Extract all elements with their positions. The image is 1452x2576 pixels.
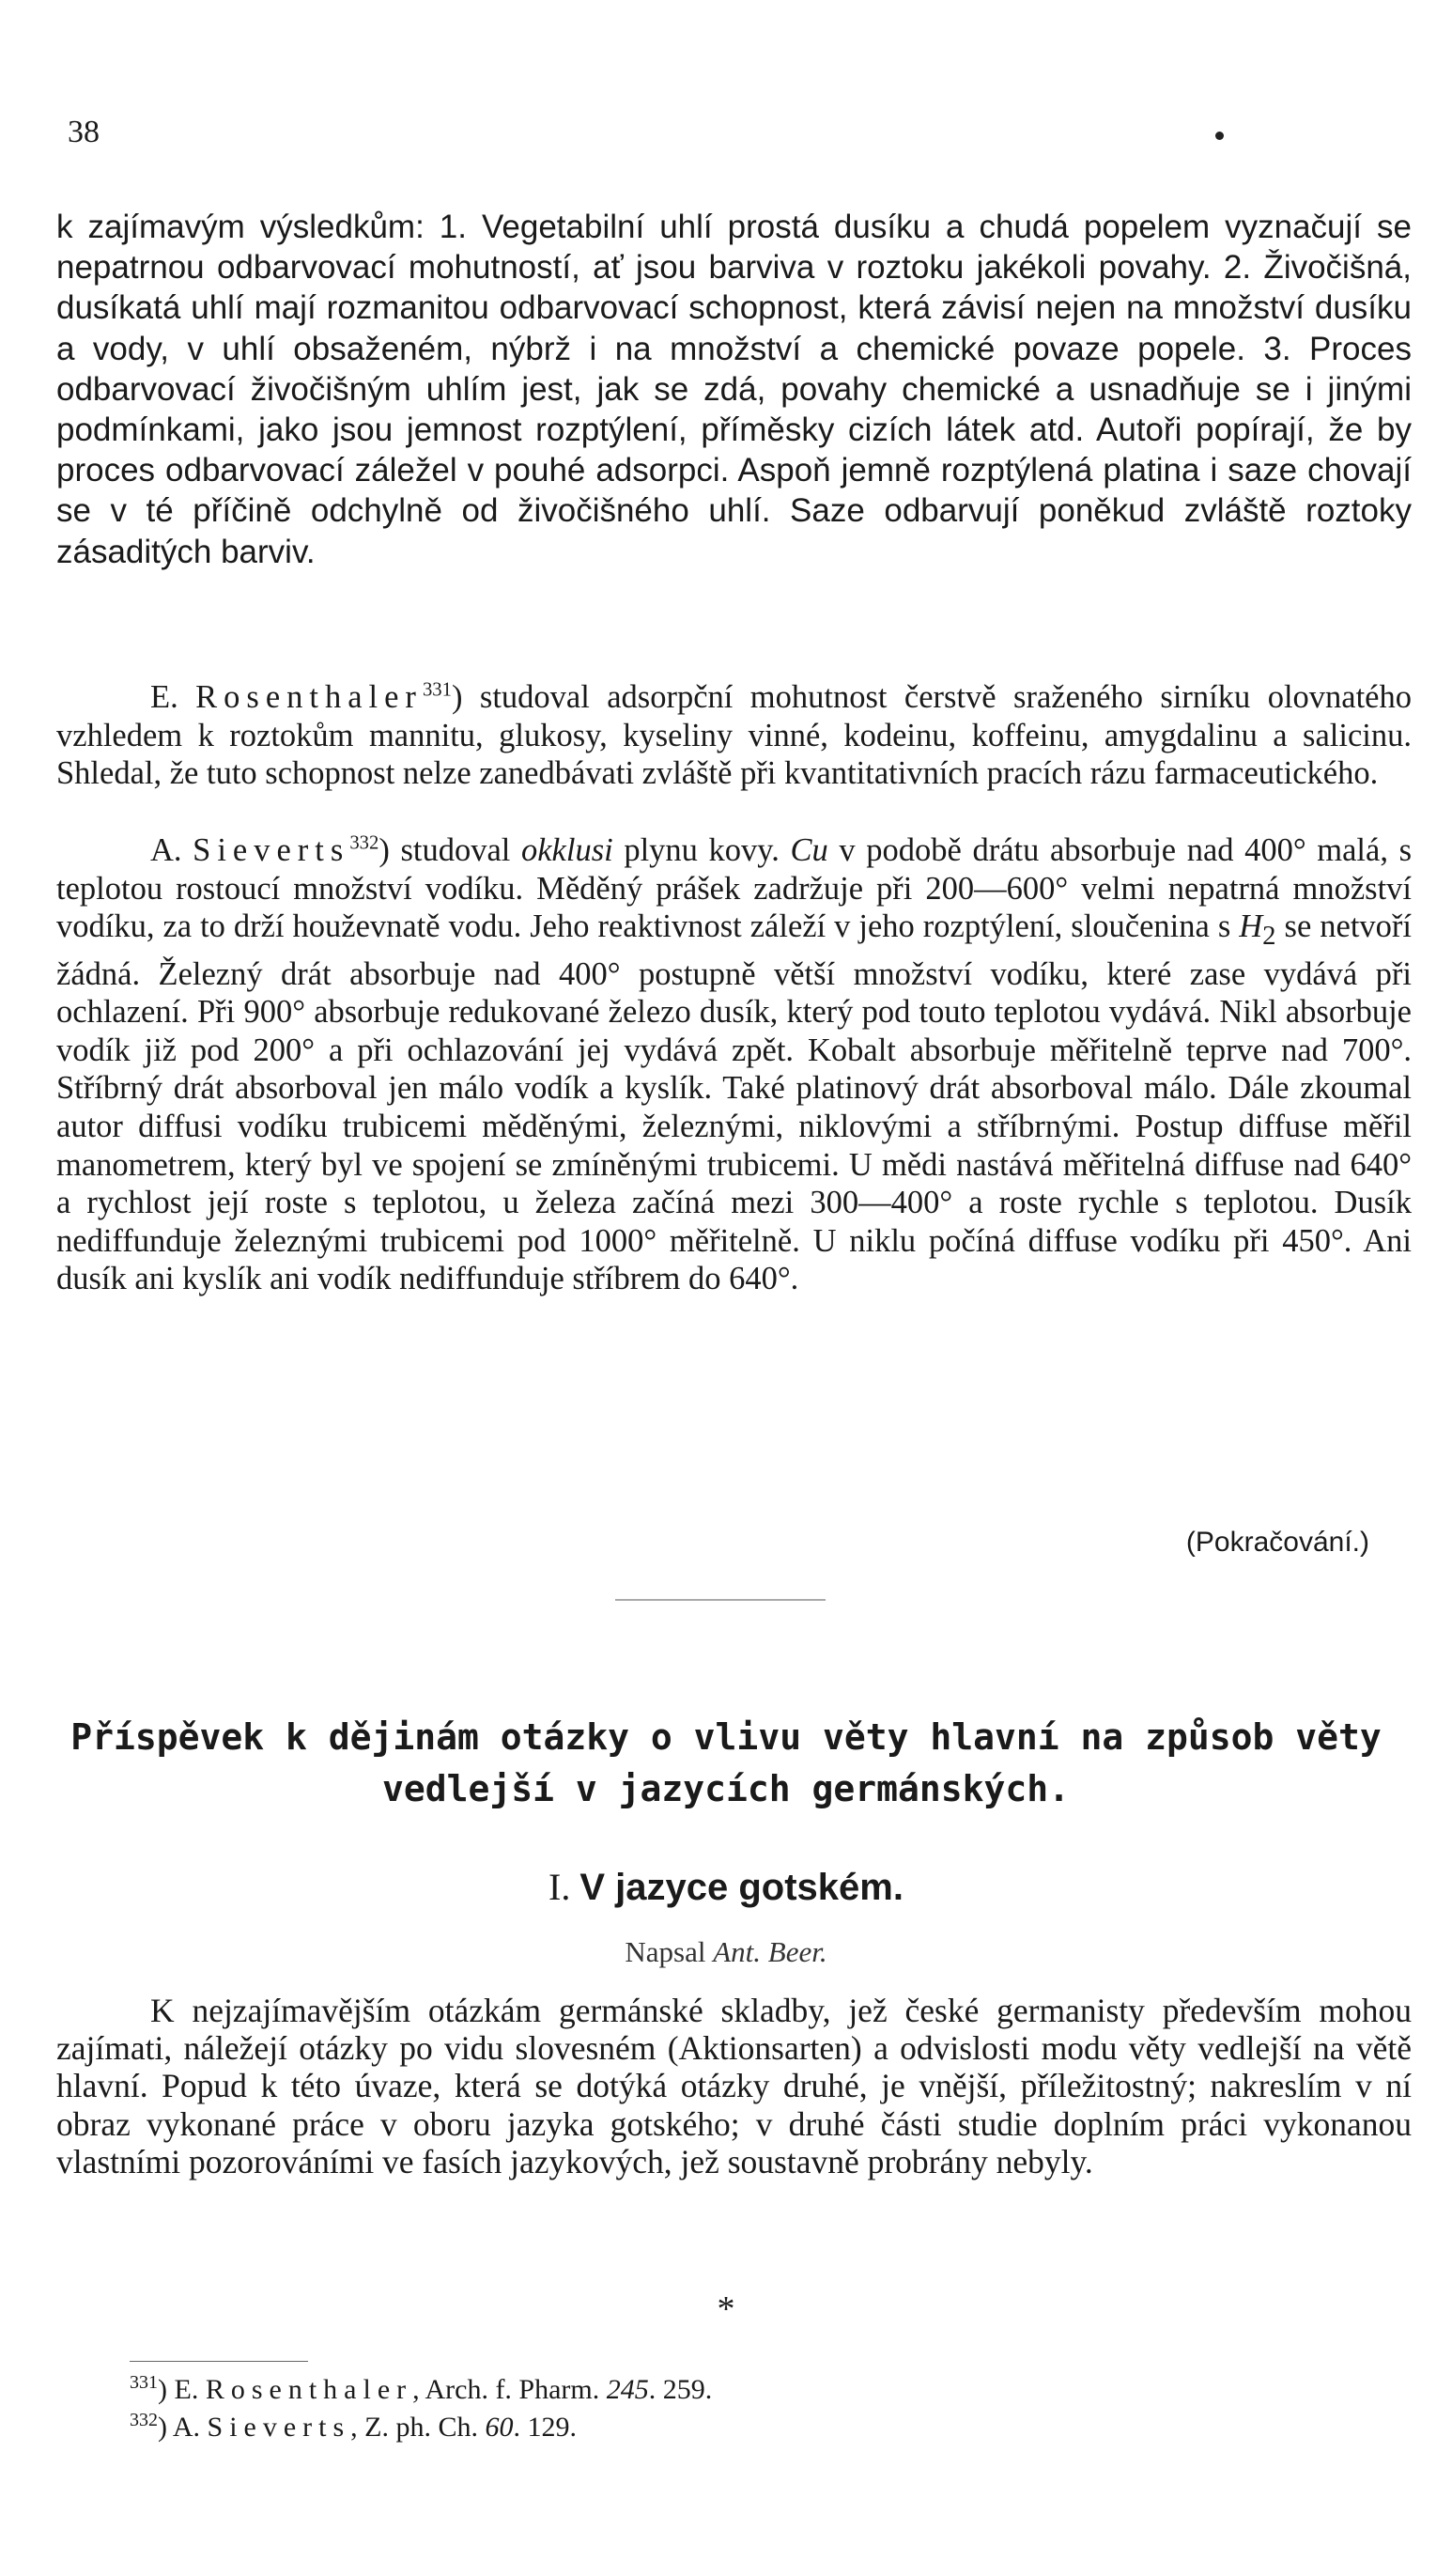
author-initial: E. xyxy=(150,679,196,715)
footnote-rule xyxy=(130,2361,308,2362)
footnote-mark: 332 xyxy=(130,2410,158,2430)
footnote-volume: 60 xyxy=(485,2412,514,2443)
article-byline xyxy=(0,1935,1452,1969)
footnote-initial: E. xyxy=(174,2374,206,2405)
chemical-symbol: Cu xyxy=(790,832,828,868)
footnote-item xyxy=(130,2409,712,2446)
byline-label: Napsal xyxy=(625,1935,714,1968)
footnote-paren: ) xyxy=(158,2374,175,2405)
footnote-page: . 259. xyxy=(648,2374,713,2405)
byline-author: Ant. Beer. xyxy=(713,1935,827,1968)
footnotes xyxy=(130,2371,712,2446)
text-segment: se netvoří žádná. Železný drát absorbuje nad 400° postupně větší množství vodíku, které zase vydává při ochlazení. Při 900° absorbuje redukované železo dusík, který pod touto teplotou vydává. Nikl absorbuje vodík již pod 200° a při ochlazování jej vydává zpět. Kobalt absorbuje měřitelně teprve nad 700°. Stříbrný drát absorboval jen málo vodík a kyslík. Také platinový drát absorboval málo. Dále zkoumal autor diffusi vodíku trubicemi měděnými, železnými, niklovými a stříbrnými. Postup diffuse měřil manometrem, který byl ve spojení se zmíněnými trubicemi. U mědi nastává měřitelná diffuse nad 640° a rychlost její roste s teplotou, u železa začíná mezi 300—400° a roste rychle s teplotou. Dusík nediffunduje železnými trubicemi pod 1000° měřitelně. U niklu počíná diffuse vodíku při 450°. Ani dusík ani kyslík ani vodík nediffunduje stříbrem do 640°. xyxy=(56,908,1412,1297)
footnote-mark: 331 xyxy=(130,2372,158,2393)
footnote-author: Rosenthaler xyxy=(205,2374,413,2405)
subscript: 2 xyxy=(1262,921,1276,952)
footnote-ref: 331 xyxy=(422,679,452,701)
footnote-ref: 332 xyxy=(349,832,379,854)
footnote-initial: A. xyxy=(172,2412,208,2443)
emphasis: okklusi xyxy=(520,832,613,868)
paragraph-intro: K nejzajímavějším otázkám germánské skladby, jež české germanisty především mohou zajímati, náležejí otázky po vidu slovesném (Aktionsarten) a odvislosti modu věty vedlejší na větě hlavní. Popud k této úvaze, která se dotýká otázky druhé, je vnější, příležitostný; nakreslím v ní obraz vykonané práce v oboru jazyka gotského; v druhé části studie doplním práci vykonanou vlastními pozorováními ve fasích jazykových, jež soustavně probrány nebyly. xyxy=(56,1992,1412,2180)
footnote-paren: ) xyxy=(158,2412,173,2443)
paragraph-sieverts xyxy=(56,831,1412,1298)
paragraph-text: ) studoval adsorpční mohutnost čerstvě sraženého sirníku olovnatého vzhledem k roztokům mannitu, glukosy, kyseliny vinné, kodeinu, koffeinu, amygdalinu a salicinu. Shledal, že tuto schopnost nelze zanedbávati zvláště při kvantitativních pracích rázu farmaceutického. xyxy=(56,679,1412,792)
footnote-item xyxy=(130,2371,712,2409)
section-title: V jazyce gotském. xyxy=(579,1867,904,1908)
author-name: Rosenthaler xyxy=(195,679,423,715)
text-segment: plynu kovy. xyxy=(612,832,791,868)
paragraph-rosenthaler xyxy=(56,678,1412,793)
text-segment: v podobě drátu absorbuje nad 400° malá, s teplotou rostoucí množství vodíku. Měděný prášek zadržuje při 200—600° velmi nepatrná množství vodíku, za to drží houževnatě vodu. Jeho reaktivnost záleží v jeho rozptýlení, sloučenina s xyxy=(56,832,1412,945)
footnote-page: . 129. xyxy=(513,2412,578,2443)
author-name: Sieverts xyxy=(193,832,350,868)
section-divider xyxy=(615,1599,826,1601)
footnote-volume: 245 xyxy=(606,2374,649,2405)
section-heading xyxy=(0,1865,1452,1909)
section-number: I. xyxy=(548,1866,580,1908)
footnote-author: Sieverts xyxy=(207,2412,351,2443)
article-title: Příspěvek k dějinám otázky o vlivu věty hlavní na způsob věty vedlejší v jazycích germánských. xyxy=(70,1716,1382,1809)
chemical-symbol: H xyxy=(1239,908,1263,945)
footnote-source: , Arch. f. Pharm. xyxy=(412,2374,607,2405)
continued-note: (Pokračování.) xyxy=(1185,1527,1369,1558)
footnote-source: , Z. ph. Ch. xyxy=(350,2412,486,2443)
page-number: 38 xyxy=(68,115,100,149)
margin-dot xyxy=(1215,132,1224,140)
text-segment: ) studoval xyxy=(378,832,521,868)
asterism: * xyxy=(717,2289,735,2329)
author-initial: A. xyxy=(150,832,193,868)
paragraph-results: k zajímavým výsledkům: 1. Vegetabilní uhlí prostá dusíku a chudá popelem vyznačují se nepatrnou odbarvovací mohutností, ať jsou barviva v roztoku jakékoli povahy. 2. Živočišná, dusíkatá uhlí mají rozmanitou odbarvovací schopnost, která závisí nejen na množství dusíku a vody, v uhlí obsaženém, nýbrž i na množství a chemické povaze popele. 3. Proces odbarvovací živočišným uhlím jest, jak se zdá, povahy chemické a usnadňuje se i jinými podmínkami, jako jsou jemnost rozptýlení, příměsky cizích látek atd. Autoři popírají, že by proces odbarvovací záležel v pouhé adsorpci. Aspoň jemně rozptýlená platina i saze chovají se v té příčině odchylně od živočišného uhlí. Saze odbarvují poněkud zvláště roztoky zásaditých barviv. xyxy=(56,209,1412,570)
